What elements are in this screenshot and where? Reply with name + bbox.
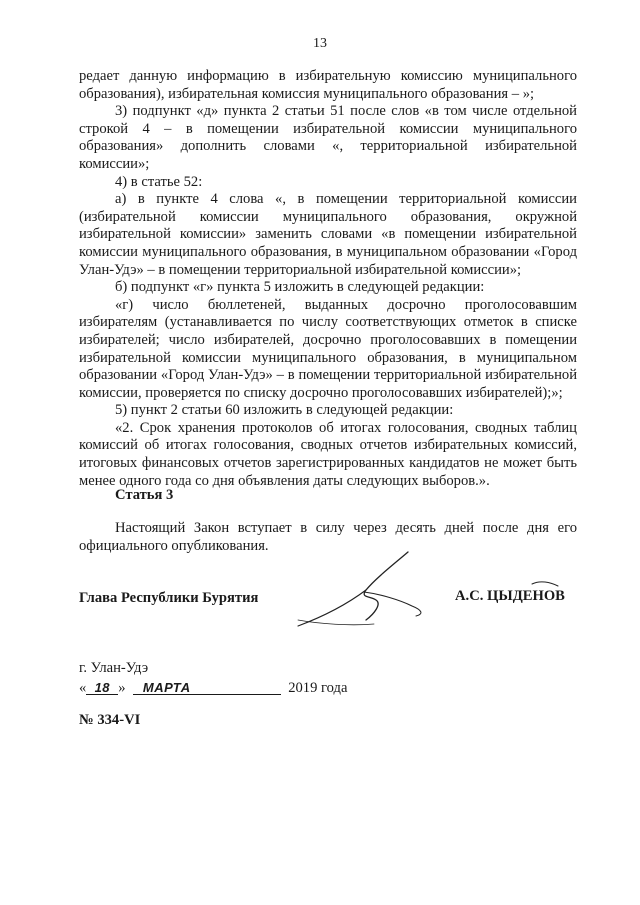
- date-day-field: [86, 680, 118, 695]
- page-number: 13: [313, 36, 327, 51]
- paragraph: «2. Срок хранения протоколов об итогах голосования, сводных таблиц комиссий об итогах голосования, сводных отчетов избирательных комиссий, итоговых финансовых отчетов зарегистрированных кандидатов не может быть менее одного года со дня объявления даты следующих выборов.».: [79, 419, 577, 489]
- paragraph: редает данную информацию в избирательную комиссию муниципального образования), избирательная комиссия муниципального образования – »;: [79, 68, 577, 102]
- paragraph: Настоящий Закон вступает в силу через десять дней после дня его официального опубликования.: [79, 520, 577, 554]
- signing-date: [79, 680, 347, 697]
- date-day: 18: [94, 680, 111, 695]
- paragraph: 4) в статье 52:: [115, 173, 203, 190]
- date-month: МАРТА: [142, 680, 191, 695]
- signatory-title: Глава Республики Бурятия: [79, 590, 259, 606]
- paragraph: б) подпункт «г» пункта 5 изложить в следующей редакции:: [115, 279, 485, 296]
- handwritten-signature: [290, 540, 590, 630]
- paragraph: 5) пункт 2 статьи 60 изложить в следующей редакции:: [115, 402, 454, 419]
- paragraph: а) в пункте 4 слова «, в помещении территориальной комиссии (избирательной комиссии муниципального образования, окружной избирательной комиссии» заменить словами «в помещении избирательной комиссии муниципального образования, в муниципальном образовании «Город Улан-Удэ» – в помещении территориальной избирательной комиссии»;: [79, 191, 577, 278]
- date-open-quote: «: [79, 680, 87, 696]
- signatory-name: А.С. ЦЫДЕНОВ: [455, 588, 565, 604]
- date-month-field: [133, 680, 281, 695]
- date-year: 2019 года: [288, 680, 348, 696]
- place-of-signing: г. Улан-Удэ: [79, 660, 149, 676]
- law-amendments-text: [79, 68, 577, 490]
- paragraph: 3) подпункт «д» пункта 2 статьи 51 после слов «в том числе отдельной строкой 4 – в помещении избирательной комиссии муниципального образования» дополнить словами «, территориальной избирательной комиссии»;: [79, 103, 577, 172]
- paragraph: «г) число бюллетеней, выданных досрочно проголосовавшим избирателям (устанавливается по числу соответствующих отметок в списке избирателей; число избирателей, досрочно проголосовавших в помещении избирательной комиссии муниципального образования, в муниципальном образовании «Город Улан-Удэ» – в помещении территориальной избирательной комиссии, проверяется по списку досрочно проголосовавших избирателей);»;: [79, 296, 577, 401]
- document-number: № 334-VI: [79, 712, 141, 728]
- date-close-quote: »: [118, 680, 126, 696]
- article-heading: Статья 3: [115, 487, 174, 503]
